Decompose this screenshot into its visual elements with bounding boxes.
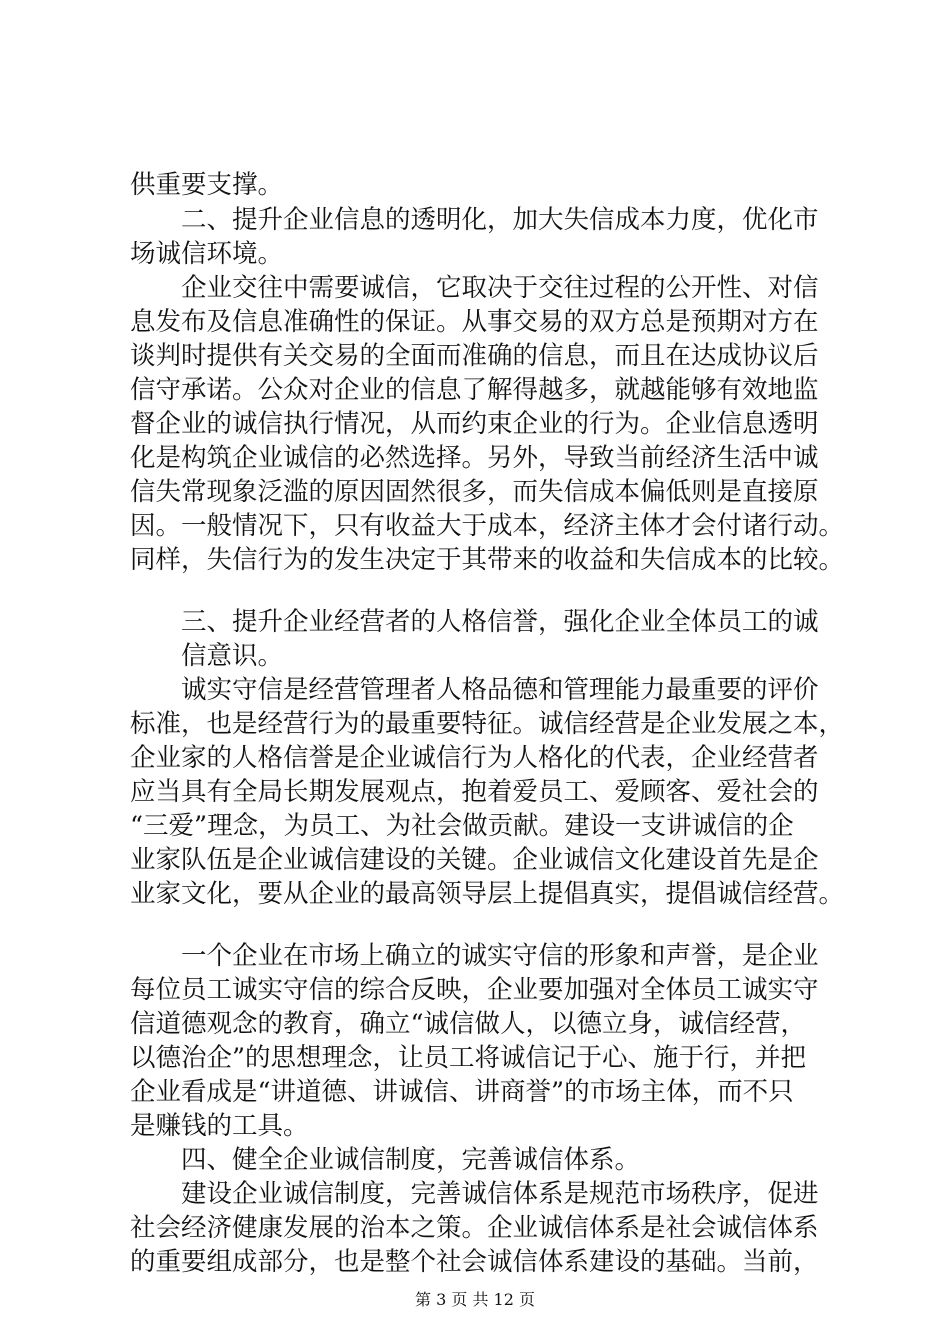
text-line: 是赚钱的工具。 <box>130 1111 309 1141</box>
text-line: 建设企业诚信制度，完善诚信体系是规范市场秩序，促进 <box>181 1179 819 1209</box>
text-line: 业家队伍是企业诚信建设的关键。企业诚信文化建设首先是企 <box>130 845 819 875</box>
text-line: 谈判时提供有关交易的全面而准确的信息，而且在达成协议后 <box>130 341 819 371</box>
text-line: 信意识。 <box>181 641 284 671</box>
text-line: “三爱”理念，为员工、为社会做贡献。建设一支讲诚信的企 <box>130 811 794 841</box>
text-line: 社会经济健康发展的治本之策。企业诚信体系是社会诚信体系 <box>130 1213 819 1243</box>
text-line: 应当具有全局长期发展观点，抱着爱员工、爱顾客、爱社会的 <box>130 777 819 807</box>
text-line: 以德治企”的思想理念，让员工将诚信记于心、施于行，并把 <box>130 1043 807 1073</box>
text-line: 信守承诺。公众对企业的信息了解得越多，就越能够有效地监 <box>130 375 819 405</box>
text-line: 业家文化，要从企业的最高领导层上提倡真实，提倡诚信经营。 <box>130 879 845 909</box>
page-number: 第 3 页 共 12 页 <box>415 1290 535 1309</box>
text-line: 息发布及信息准确性的保证。从事交易的双方总是预期对方在 <box>130 307 819 337</box>
section-heading: 四、健全企业诚信制度，完善诚信体系。 <box>181 1145 641 1175</box>
section-heading: 三、提升企业经营者的人格信誉，强化企业全体员工的诚 <box>181 607 819 637</box>
text-line: 企业看成是“讲道德、讲诚信、讲商誉”的市场主体，而不只 <box>130 1077 794 1107</box>
text-line: 标准，也是经营行为的最重要特征。诚信经营是企业发展之本， <box>130 709 845 739</box>
text-line: 同样，失信行为的发生决定于其带来的收益和失信成本的比较。 <box>130 545 845 575</box>
text-line: 信道德观念的教育，确立“诚信做人，以德立身，诚信经营， <box>130 1009 807 1039</box>
text-line: 供重要支撑。 <box>130 170 284 200</box>
text-line: 因。一般情况下，只有收益大于成本，经济主体才会付诸行动。 <box>130 511 845 541</box>
text-line: 企业家的人格信誉是企业诚信行为人格化的代表，企业经营者 <box>130 743 819 773</box>
text-line: 一个企业在市场上确立的诚实守信的形象和声誉，是企业 <box>181 941 819 971</box>
text-line: 企业交往中需要诚信，它取决于交往过程的公开性、对信 <box>181 273 819 303</box>
text-line: 诚实守信是经营管理者人格品德和管理能力最重要的评价 <box>181 675 819 705</box>
text-line: 每位员工诚实守信的综合反映，企业要加强对全体员工诚实守 <box>130 975 819 1005</box>
text-line: 场诚信环境。 <box>130 239 284 269</box>
text-line: 信失常现象泛滥的原因固然很多，而失信成本偏低则是直接原 <box>130 477 819 507</box>
section-heading: 二、提升企业信息的透明化，加大失信成本力度，优化市 <box>181 205 819 235</box>
text-line: 督企业的诚信执行情况，从而约束企业的行为。企业信息透明 <box>130 409 819 439</box>
text-line: 的重要组成部分，也是整个社会诚信体系建设的基础。当前， <box>130 1247 819 1277</box>
text-line: 化是构筑企业诚信的必然选择。另外，导致当前经济生活中诚 <box>130 443 819 473</box>
